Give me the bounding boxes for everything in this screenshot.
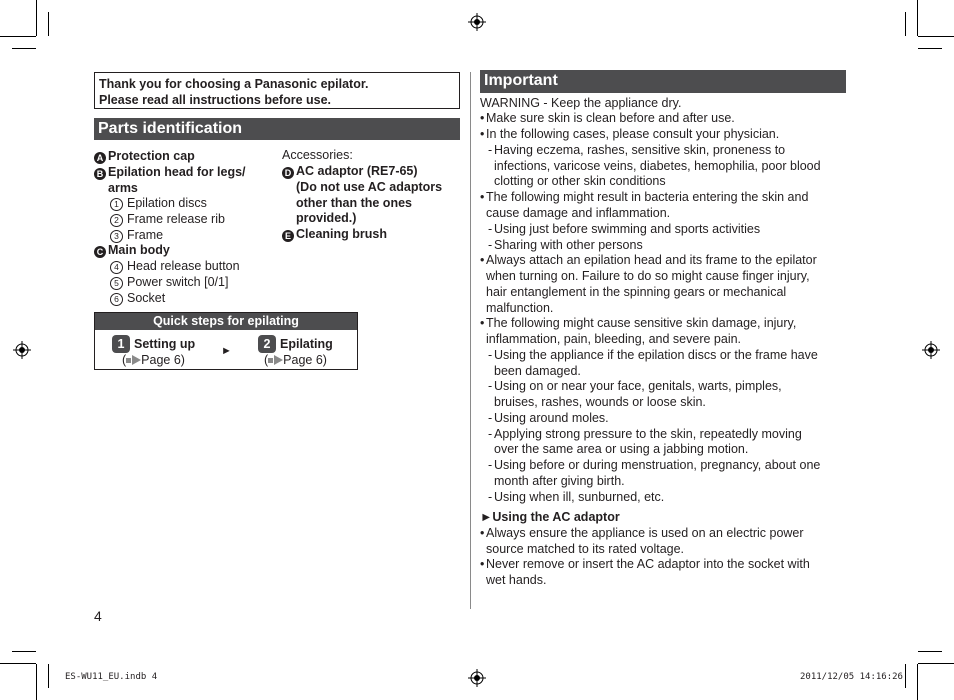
sub-label: Frame release rib bbox=[127, 212, 225, 226]
crop-mark bbox=[48, 664, 49, 688]
bullet-text: In the following cases, please consult your physician. bbox=[486, 127, 780, 141]
paren: ( bbox=[264, 353, 269, 367]
quick-steps-heading: Quick steps for epilating bbox=[95, 313, 357, 330]
part-item-c bbox=[94, 242, 170, 258]
crop-mark bbox=[905, 12, 906, 36]
dash-text: Using just before swimming and sports activities bbox=[494, 222, 761, 236]
badge-e: E bbox=[282, 230, 294, 242]
dash-text: Using the appliance if the epilation discs or the frame have bbox=[494, 348, 818, 362]
part-item-a bbox=[94, 148, 195, 164]
step-arrow-icon: ► bbox=[221, 345, 232, 357]
bullet-text: wet hands. bbox=[486, 573, 547, 587]
registration-mark-icon bbox=[922, 341, 940, 359]
circled-number: 3 bbox=[110, 230, 123, 243]
accessory-e bbox=[282, 226, 387, 242]
bullet-text: The following might cause sensitive skin damage, injury, bbox=[486, 316, 797, 330]
accessory-label: AC adaptor (RE7-65) bbox=[296, 164, 418, 178]
badge-a: A bbox=[94, 152, 106, 164]
step-page-ref bbox=[264, 352, 327, 368]
registration-mark-icon bbox=[468, 669, 486, 687]
part-label: arms bbox=[108, 181, 138, 195]
dash-icon: - bbox=[488, 427, 493, 441]
crop-mark bbox=[917, 664, 918, 700]
dash-icon: - bbox=[488, 222, 493, 236]
dash-text: infections, varicose veins, diabetes, hemophilia, poor blood bbox=[494, 159, 821, 173]
bullet-text: The following might result in bacteria entering the skin and bbox=[486, 190, 809, 204]
badge-c: C bbox=[94, 246, 106, 258]
circled-number: 6 bbox=[110, 293, 123, 306]
ac-adaptor-heading: ►Using the AC adaptor bbox=[480, 510, 620, 524]
circled-number: 5 bbox=[110, 277, 123, 290]
column-divider bbox=[470, 72, 471, 609]
registration-mark-icon bbox=[468, 13, 486, 31]
dash-text: month after giving birth. bbox=[494, 474, 625, 488]
crop-mark bbox=[36, 664, 37, 700]
page-ref: Page 6) bbox=[283, 353, 327, 367]
sub-label: Power switch [0/1] bbox=[127, 275, 229, 289]
quick-step-2 bbox=[258, 335, 333, 353]
sub-item bbox=[110, 227, 163, 243]
warning-text: WARNING - Keep the appliance dry. bbox=[480, 96, 682, 110]
accessory-label: other than the ones bbox=[296, 196, 412, 210]
circled-number: 4 bbox=[110, 261, 123, 274]
crop-mark bbox=[917, 0, 918, 36]
part-label: Protection cap bbox=[108, 149, 195, 163]
sub-item bbox=[110, 258, 240, 274]
badge-d: D bbox=[282, 167, 294, 179]
important-heading: Important bbox=[480, 70, 846, 93]
quick-step-1 bbox=[112, 335, 195, 353]
bullet-icon: • bbox=[480, 316, 485, 330]
crop-mark bbox=[12, 651, 36, 652]
bullet-text: inflammation, pain, bleeding, and severe pain. bbox=[486, 332, 742, 346]
dash-icon: - bbox=[488, 238, 493, 252]
dash-text: Using around moles. bbox=[494, 411, 609, 425]
page-ref-arrow-icon bbox=[126, 358, 131, 363]
bullet-icon: • bbox=[480, 127, 485, 141]
bullet-text: source matched to its rated voltage. bbox=[486, 542, 685, 556]
bullet-icon: • bbox=[480, 111, 485, 125]
step-number: 1 bbox=[112, 335, 130, 353]
crop-mark bbox=[918, 36, 954, 37]
dash-text: Applying strong pressure to the skin, repeatedly moving bbox=[494, 427, 802, 441]
bullet-text: Always ensure the appliance is used on an electric power bbox=[486, 526, 804, 540]
dash-icon: - bbox=[488, 348, 493, 362]
sub-item bbox=[110, 290, 165, 306]
part-item-b bbox=[94, 164, 246, 180]
bullet-text: Make sure skin is clean before and after use. bbox=[486, 111, 735, 125]
sub-label: Socket bbox=[127, 291, 166, 305]
dash-text: over the same area or using a jabbing motion. bbox=[494, 442, 749, 456]
bullet-text: Never remove or insert the AC adaptor into the socket with bbox=[486, 557, 810, 571]
intro-line: Please read all instructions before use. bbox=[99, 93, 332, 107]
accessories-title: Accessories: bbox=[282, 148, 353, 162]
accessory-label: Cleaning brush bbox=[296, 227, 387, 241]
page-number: 4 bbox=[94, 608, 102, 624]
footer-datetime: 2011/12/05 14:16:26 bbox=[800, 672, 903, 682]
accessory-label: provided.) bbox=[296, 211, 357, 225]
page-ref-arrow-icon bbox=[132, 355, 141, 365]
bullet-icon: • bbox=[480, 253, 485, 267]
dash-text: bruises, rashes, wounds or loose skin. bbox=[494, 395, 706, 409]
step-label: Epilating bbox=[280, 337, 333, 351]
part-label: Epilation head for legs/ bbox=[108, 165, 246, 179]
circled-number: 2 bbox=[110, 214, 123, 227]
page-ref-arrow-icon bbox=[268, 358, 273, 363]
badge-b: B bbox=[94, 168, 106, 180]
dash-icon: - bbox=[488, 411, 493, 425]
sub-label: Head release button bbox=[127, 259, 240, 273]
sub-label: Frame bbox=[127, 228, 164, 242]
dash-text: Using on or near your face, genitals, warts, pimples, bbox=[494, 379, 782, 393]
dash-icon: - bbox=[488, 379, 493, 393]
intro-line: Thank you for choosing a Panasonic epilator. bbox=[99, 77, 369, 91]
bullet-icon: • bbox=[480, 557, 485, 571]
sub-item bbox=[110, 195, 207, 211]
accessory-label: (Do not use AC adaptors bbox=[296, 180, 443, 194]
crop-mark bbox=[0, 36, 36, 37]
page-ref-arrow-icon bbox=[274, 355, 283, 365]
bullet-text: hair entanglement in the spinning gears or mechanical bbox=[486, 285, 787, 299]
crop-mark bbox=[36, 0, 37, 36]
step-page-ref bbox=[122, 352, 185, 368]
bullet-icon: • bbox=[480, 526, 485, 540]
dash-text: Having eczema, rashes, sensitive skin, proneness to bbox=[494, 143, 786, 157]
step-number: 2 bbox=[258, 335, 276, 353]
dash-icon: - bbox=[488, 490, 493, 504]
dash-text: Using before or during menstruation, pregnancy, about one bbox=[494, 458, 821, 472]
bullet-icon: • bbox=[480, 190, 485, 204]
crop-mark bbox=[0, 663, 36, 664]
bullet-text: cause damage and inflammation. bbox=[486, 206, 671, 220]
circled-number: 1 bbox=[110, 198, 123, 211]
page-ref: Page 6) bbox=[141, 353, 185, 367]
crop-mark bbox=[12, 48, 36, 49]
paren: ( bbox=[122, 353, 127, 367]
crop-mark bbox=[918, 48, 942, 49]
bullet-text: Always attach an epilation head and its frame to the epilator bbox=[486, 253, 817, 267]
dash-icon: - bbox=[488, 143, 493, 157]
registration-mark-icon bbox=[13, 341, 31, 359]
sub-item bbox=[110, 211, 225, 227]
crop-mark bbox=[48, 12, 49, 36]
crop-mark bbox=[918, 663, 954, 664]
dash-icon: - bbox=[488, 458, 493, 472]
sub-label: Epilation discs bbox=[127, 196, 207, 210]
crop-mark bbox=[918, 651, 942, 652]
dash-text: clotting or other skin conditions bbox=[494, 174, 666, 188]
accessory-d bbox=[282, 163, 418, 179]
parts-heading: Parts identification bbox=[94, 118, 460, 140]
intro-box bbox=[94, 72, 460, 109]
bullet-text: malfunction. bbox=[486, 301, 554, 315]
crop-mark bbox=[905, 664, 906, 688]
step-label: Setting up bbox=[134, 337, 196, 351]
dash-text: Using when ill, sunburned, etc. bbox=[494, 490, 665, 504]
footer-file: ES-WU11_EU.indb 4 bbox=[65, 672, 158, 682]
bullet-text: when turning on. Failure to do so might cause finger injury, bbox=[486, 269, 810, 283]
dash-text: been damaged. bbox=[494, 364, 581, 378]
sub-item bbox=[110, 274, 228, 290]
dash-text: Sharing with other persons bbox=[494, 238, 643, 252]
part-label: Main body bbox=[108, 243, 170, 257]
